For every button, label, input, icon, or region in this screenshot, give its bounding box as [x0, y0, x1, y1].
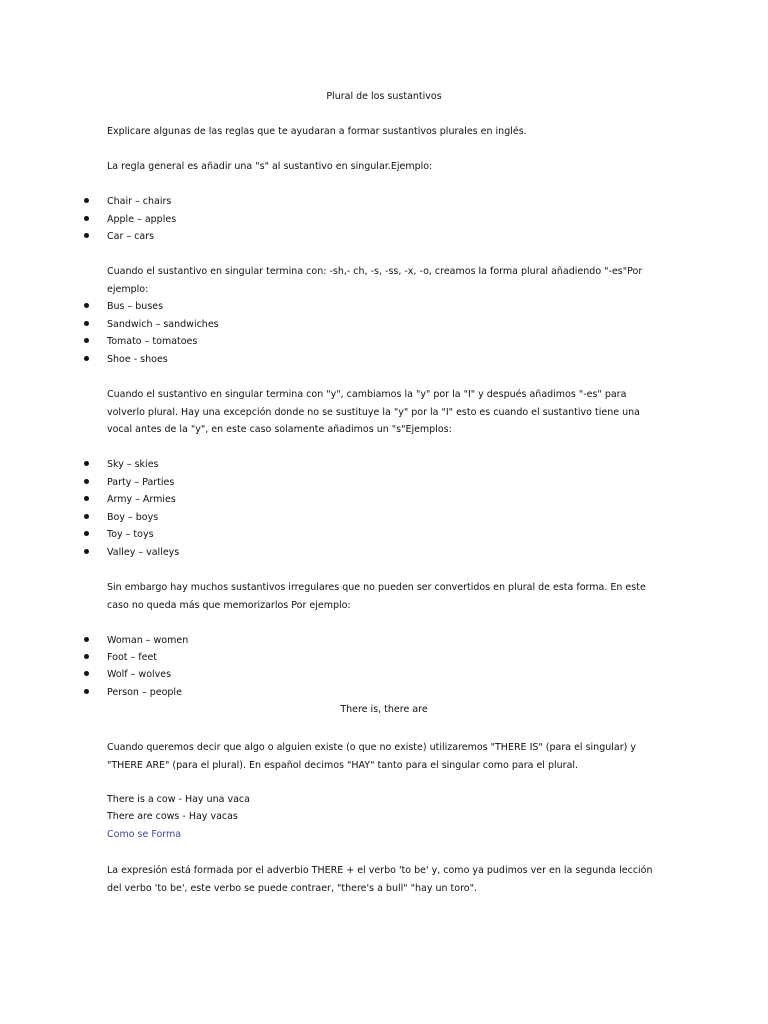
bullet-icon [84, 461, 89, 466]
list-item: Wolf – wolves [0, 666, 768, 684]
bullet-icon [84, 356, 89, 361]
bullet-icon [84, 233, 89, 238]
list-item: Shoe - shoes [0, 351, 768, 369]
bullet-icon [84, 216, 89, 221]
example-singular: There is a cow - Hay una vaca [107, 794, 250, 805]
bullet-icon [84, 198, 89, 203]
list-item: Tomato – tomatoes [0, 333, 768, 351]
irregular-paragraph: Sin embargo hay muchos sustantivos irregulares que no pueden ser convertidos en plural de esta forma. En este caso no queda más que memorizarlos Por ejemplo: [107, 582, 646, 611]
list-item: Valley – valleys [0, 544, 768, 562]
bullet-icon [84, 514, 89, 519]
bullet-icon [84, 671, 89, 676]
intro-paragraph: Explicare algunas de las reglas que te ayudaran a formar sustantivos plurales en inglés. [107, 126, 527, 137]
section-subtitle: There is, there are [340, 704, 428, 715]
list-item: Foot – feet [0, 649, 768, 667]
there-intro-paragraph: Cuando queremos decir que algo o alguien existe (o que no existe) utilizaremos "THERE IS" (para el singular) y "THERE ARE" (para el plural). En español decimos "HAY" tanto para el singular como para el plural. [107, 742, 636, 771]
es-rule-paragraph: Cuando el sustantivo en singular termina con: -sh,- ch, -s, -ss, -x, -o, creamos la forma plural añadiendo "-es"Por ejemplo: [107, 266, 643, 295]
bullet-icon [84, 689, 89, 694]
bullet-icon [84, 637, 89, 642]
bullet-icon [84, 531, 89, 536]
page-title: Plural de los sustantivos [326, 91, 442, 102]
list-item: Party – Parties [0, 474, 768, 492]
como-se-forma-link[interactable]: Como se Forma [107, 829, 182, 840]
bullet-icon [84, 338, 89, 343]
bullet-icon [84, 303, 89, 308]
list-item: Woman – women [0, 632, 768, 650]
list-item: Sky – skies [0, 456, 768, 474]
example-plural: There are cows - Hay vacas [107, 811, 238, 822]
list-item: Person – people [0, 684, 768, 702]
bullet-icon [84, 479, 89, 484]
formation-paragraph: La expresión está formada por el adverbio THERE + el verbo 'to be' y, como ya pudimos ver en la segunda lección del verbo 'to be', este verbo se puede contraer, "there's a bull" "hay un toro". [107, 865, 653, 894]
bullet-icon [84, 654, 89, 659]
bullet-icon [84, 549, 89, 554]
list-item: Chair – chairs [0, 193, 768, 211]
list-item: Boy – boys [0, 509, 768, 527]
list-item: Car – cars [0, 228, 768, 246]
bullet-icon [84, 321, 89, 326]
general-rule-paragraph: La regla general es añadir una "s" al sustantivo en singular.Ejemplo: [107, 161, 433, 172]
y-rule-paragraph: Cuando el sustantivo en singular termina con "y", cambiamos la "y" por la "I" y después añadimos "-es" para volverlo plural. Hay una excepción donde no se sustituye la "y" por la "I" esto es cuando el sustantivo tiene una vocal antes de la "y", en este caso solamente añadimos un "s"Ejemplos: [107, 389, 640, 435]
list-item: Bus – buses [0, 298, 768, 316]
list-item: Apple – apples [0, 211, 768, 229]
list-item: Sandwich – sandwiches [0, 316, 768, 334]
bullet-icon [84, 496, 89, 501]
list-item: Toy – toys [0, 526, 768, 544]
list-item: Army – Armies [0, 491, 768, 509]
